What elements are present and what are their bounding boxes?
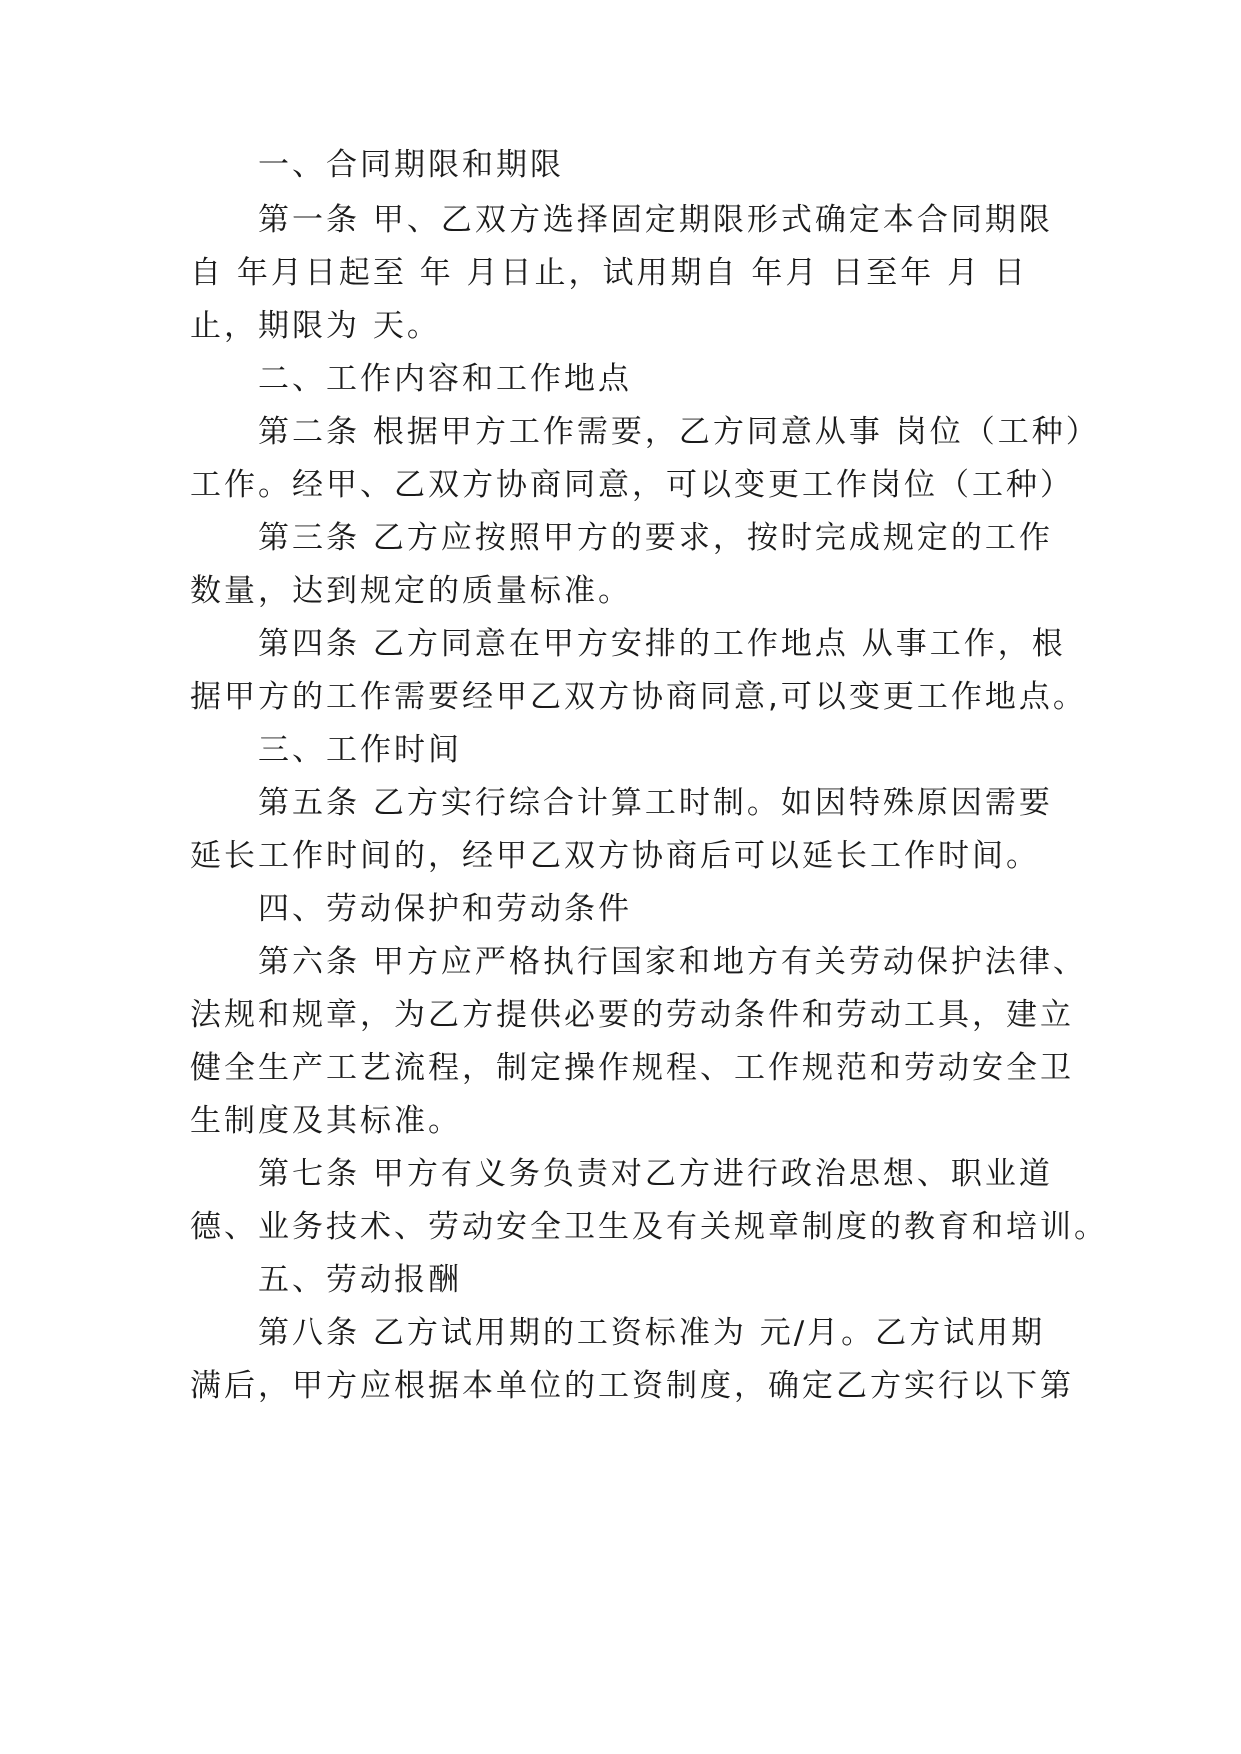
article-1-line-2: 自 年月日起至 年 月日止，试用期自 年月 日至年 月 日: [190, 255, 1028, 291]
section-heading-3: 三、工作时间: [258, 732, 462, 768]
article-4-line-2: 据甲方的工作需要经甲乙双方协商同意,可以变更工作地点。: [190, 679, 1087, 715]
article-4-line-1: 第四条 乙方同意在甲方安排的工作地点 从事工作，根: [258, 626, 1066, 662]
article-6-line-3: 健全生产工艺流程，制定操作规程、工作规范和劳动安全卫: [190, 1050, 1074, 1086]
section-heading-4: 四、劳动保护和劳动条件: [258, 891, 632, 927]
article-5-line-2: 延长工作时间的，经甲乙双方协商后可以延长工作时间。: [190, 838, 1040, 874]
article-6-line-1: 第六条 甲方应严格执行国家和地方有关劳动保护法律、: [258, 944, 1087, 980]
article-6-line-4: 生制度及其标准。: [190, 1103, 462, 1139]
article-2-line-1: 第二条 根据甲方工作需要，乙方同意从事 岗位（工种）: [258, 414, 1100, 450]
article-5-line-1: 第五条 乙方实行综合计算工时制。如因特殊原因需要: [258, 785, 1053, 821]
section-heading-1: 一、合同期限和期限: [258, 147, 564, 183]
article-7-line-2: 德、业务技术、劳动安全卫生及有关规章制度的教育和培训。: [190, 1209, 1108, 1245]
article-8-line-1: 第八条 乙方试用期的工资标准为 元/月。乙方试用期: [258, 1315, 1046, 1351]
article-3-line-2: 数量，达到规定的质量标准。: [190, 573, 632, 609]
article-6-line-2: 法规和规章，为乙方提供必要的劳动条件和劳动工具，建立: [190, 997, 1074, 1033]
article-2-line-2: 工作。经甲、乙双方协商同意，可以变更工作岗位（工种）: [190, 467, 1074, 503]
section-heading-2: 二、工作内容和工作地点: [258, 361, 632, 397]
article-1-line-3: 止，期限为 天。: [190, 308, 441, 344]
article-3-line-1: 第三条 乙方应按照甲方的要求，按时完成规定的工作: [258, 520, 1053, 556]
article-8-line-2: 满后，甲方应根据本单位的工资制度，确定乙方实行以下第: [190, 1368, 1074, 1404]
section-heading-5: 五、劳动报酬: [258, 1262, 462, 1298]
article-1-line-1: 第一条 甲、乙双方选择固定期限形式确定本合同期限: [258, 202, 1053, 238]
article-7-line-1: 第七条 甲方有义务负责对乙方进行政治思想、职业道: [258, 1156, 1053, 1192]
